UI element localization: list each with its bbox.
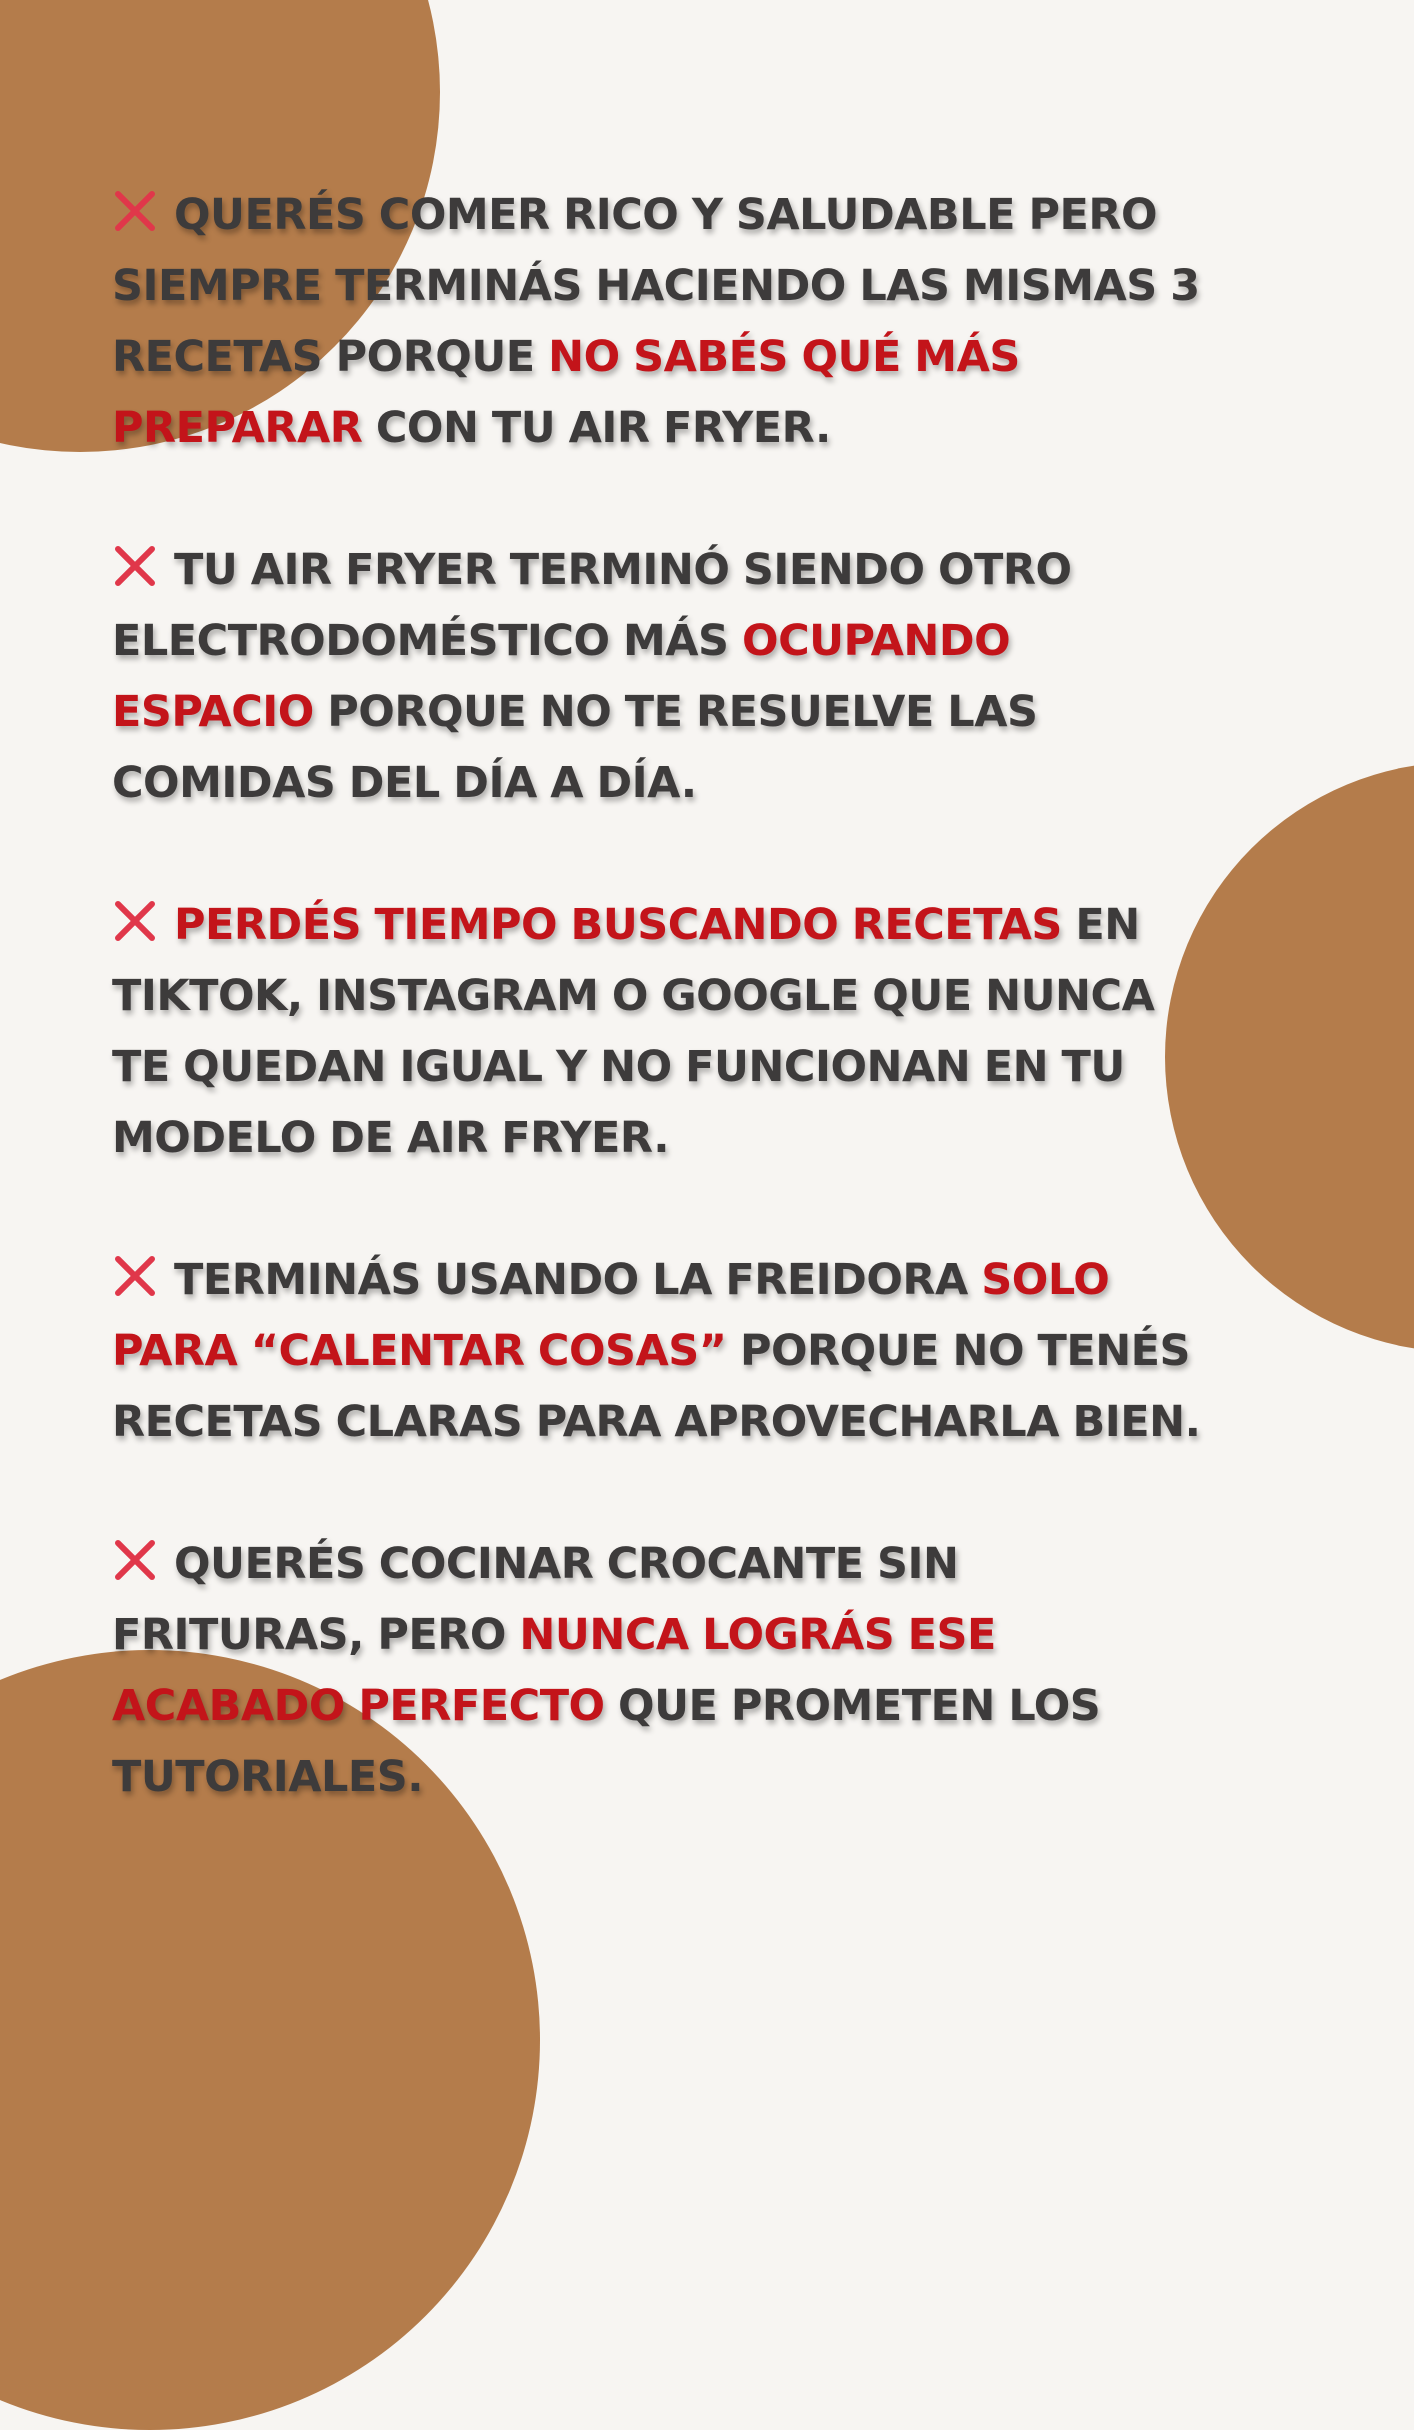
pain-points-list [112, 180, 1312, 1813]
item-text: ELECTRODOMÉSTICO MÁS [112, 616, 743, 666]
highlighted-text: ESPACIO [112, 687, 314, 737]
highlighted-text: PERDÉS TIEMPO BUSCANDO RECETAS [174, 900, 1062, 950]
item-text: CON TU AIR FRYER. [362, 403, 831, 453]
highlighted-text: SOLO [981, 1255, 1110, 1305]
item-text: SIEMPRE TERMINÁS HACIENDO LAS MISMAS 3 [112, 261, 1200, 311]
item-text: EN [1061, 900, 1140, 950]
item-text: TU AIR FRYER TERMINÓ SIENDO OTRO [174, 545, 1072, 595]
highlighted-text: OCUPANDO [742, 616, 1011, 666]
item-text: PORQUE NO TENÉS [726, 1326, 1191, 1376]
highlighted-text: NUNCA LOGRÁS ESE [519, 1610, 996, 1660]
pain-point-item [112, 535, 1312, 819]
cross-mark-icon [112, 543, 158, 589]
highlighted-text: ACABADO PERFECTO [112, 1681, 605, 1731]
item-text: COMIDAS DEL DÍA A DÍA. [112, 758, 697, 808]
item-text: RECETAS CLARAS PARA APROVECHARLA BIEN. [112, 1397, 1201, 1447]
item-text: TIKTOK, INSTAGRAM O GOOGLE QUE NUNCA [112, 971, 1155, 1021]
pain-point-item [112, 1529, 1312, 1813]
cross-mark-icon [112, 188, 158, 234]
item-text: PORQUE NO TE RESUELVE LAS [313, 687, 1038, 737]
item-text: FRITURAS, PERO [112, 1610, 520, 1660]
item-text: QUERÉS COCINAR CROCANTE SIN [174, 1539, 959, 1589]
item-text: RECETAS PORQUE [112, 332, 549, 382]
pain-point-item [112, 180, 1312, 464]
highlighted-text: NO SABÉS QUÉ MÁS [548, 332, 1020, 382]
item-text: MODELO DE AIR FRYER. [112, 1113, 670, 1163]
highlighted-text: PREPARAR [112, 403, 363, 453]
item-text: QUE PROMETEN LOS [604, 1681, 1101, 1731]
cross-mark-icon [112, 898, 158, 944]
highlighted-text: PARA “CALENTAR COSAS” [112, 1326, 727, 1376]
item-text: TE QUEDAN IGUAL Y NO FUNCIONAN EN TU [112, 1042, 1125, 1092]
pain-point-item [112, 1245, 1312, 1458]
item-text: TERMINÁS USANDO LA FREIDORA [174, 1255, 982, 1305]
item-text: TUTORIALES. [112, 1752, 424, 1802]
cross-mark-icon [112, 1537, 158, 1583]
pain-point-item [112, 890, 1312, 1174]
cross-mark-icon [112, 1253, 158, 1299]
item-text: QUERÉS COMER RICO Y SALUDABLE PERO [174, 190, 1157, 240]
